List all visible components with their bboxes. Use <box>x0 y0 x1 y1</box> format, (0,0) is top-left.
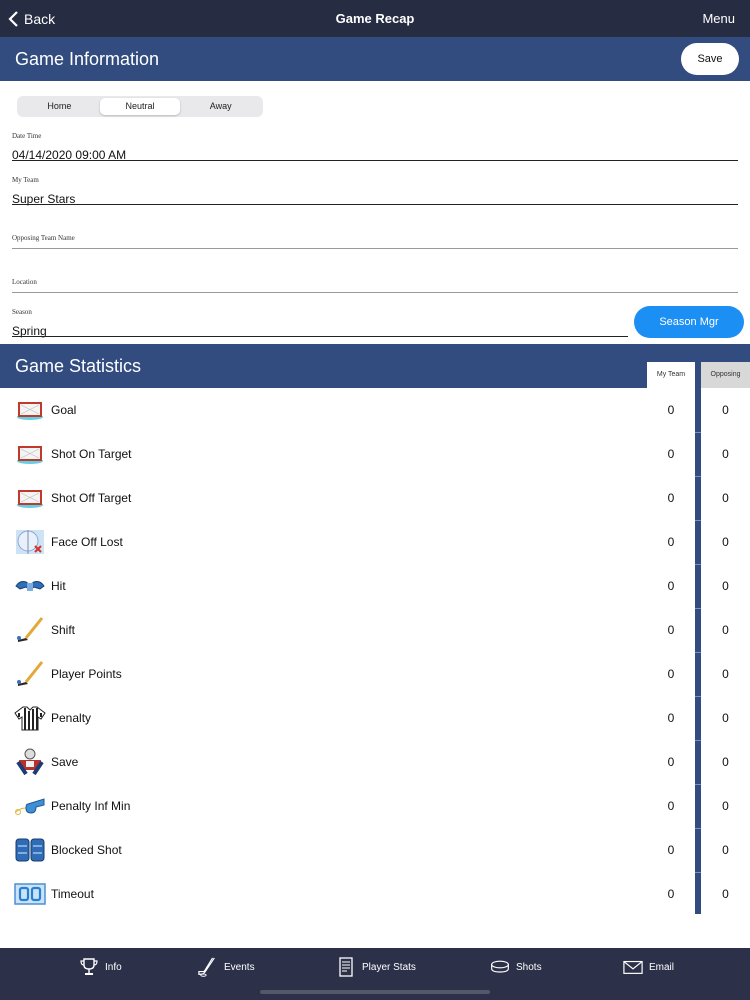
hockey-stick-icon <box>14 616 46 644</box>
stat-label: Shift <box>51 623 76 637</box>
season-label: Season <box>12 308 32 316</box>
stat-row-penalty-inf-min[interactable] <box>0 784 750 828</box>
stat-opposing-value[interactable]: 0 <box>722 799 729 813</box>
stat-row-shot-on-target[interactable] <box>0 432 750 476</box>
page-title: Game Recap <box>335 11 415 26</box>
navigation-bar <box>0 0 750 37</box>
stat-row-player-points[interactable] <box>0 652 750 696</box>
opposing-team-field[interactable] <box>12 234 738 250</box>
stat-opposing-value[interactable]: 0 <box>722 755 729 769</box>
season-field[interactable] <box>12 308 628 338</box>
tab-player-stats[interactable] <box>336 956 416 978</box>
stat-label: Player Points <box>51 667 122 681</box>
stat-row-shift[interactable] <box>0 608 750 652</box>
stat-row-shot-off-target[interactable] <box>0 476 750 520</box>
location-label: Location <box>12 278 37 286</box>
stat-opposing-value[interactable]: 0 <box>722 447 729 461</box>
date-time-value: 04/14/2020 09:00 AM <box>12 148 127 162</box>
envelope-icon <box>623 957 643 977</box>
my-team-label: My Team <box>12 176 39 184</box>
game-statistics-header <box>0 344 750 388</box>
stat-row-timeout[interactable] <box>0 872 750 916</box>
stat-my-team-value[interactable]: 0 <box>667 887 675 901</box>
opposing-column-header: Opposing <box>701 362 750 388</box>
venue-segmented-control <box>17 96 263 117</box>
tab-shots[interactable] <box>490 956 542 978</box>
trophy-icon <box>79 957 99 977</box>
document-icon <box>336 957 356 977</box>
stat-row-blocked-shot[interactable] <box>0 828 750 872</box>
tab-email[interactable] <box>623 956 674 978</box>
venue-neutral-segment[interactable]: Neutral <box>100 98 181 115</box>
tab-info[interactable] <box>79 956 122 978</box>
stat-my-team-value[interactable]: 0 <box>667 667 675 681</box>
shoulder-pads-icon <box>14 572 46 600</box>
stat-my-team-value[interactable]: 0 <box>667 491 675 505</box>
stat-my-team-value[interactable]: 0 <box>667 623 675 637</box>
stat-label: Hit <box>51 579 66 593</box>
stat-row-penalty[interactable] <box>0 696 750 740</box>
my-team-value: Super Stars <box>12 192 76 206</box>
goalie-icon <box>14 748 46 776</box>
back-label: Back <box>24 10 56 27</box>
stat-my-team-value[interactable]: 0 <box>667 799 675 813</box>
stat-opposing-value[interactable]: 0 <box>722 711 729 725</box>
stick-icon <box>198 957 218 977</box>
venue-home-segment[interactable]: Home <box>47 101 72 111</box>
location-underline <box>12 292 738 293</box>
my-team-column-header: My Team <box>647 362 695 388</box>
scoreboard-icon <box>14 880 46 908</box>
season-mgr-button[interactable]: Season Mgr <box>634 306 744 338</box>
stat-my-team-value[interactable]: 0 <box>667 755 675 769</box>
stat-my-team-value[interactable]: 0 <box>667 579 675 593</box>
game-information-title: Game Information <box>15 49 160 69</box>
stat-label: Blocked Shot <box>51 843 122 857</box>
season-value: Spring <box>12 324 47 338</box>
stat-row-goal[interactable] <box>0 388 750 432</box>
stat-my-team-value[interactable]: 0 <box>667 447 675 461</box>
hockey-stick-icon <box>14 660 46 688</box>
my-team-field[interactable] <box>12 176 738 206</box>
puck-icon <box>490 957 510 977</box>
season-underline <box>12 336 628 337</box>
tab-label: Events <box>224 961 255 973</box>
stat-opposing-value[interactable]: 0 <box>722 667 729 681</box>
tab-label: Shots <box>516 961 542 973</box>
leg-pads-icon <box>14 836 46 864</box>
stat-label: Face Off Lost <box>51 535 123 549</box>
stat-my-team-value[interactable]: 0 <box>667 711 675 725</box>
stat-label: Shot Off Target <box>51 491 132 505</box>
game-statistics-title: Game Statistics <box>15 356 142 376</box>
stat-label: Timeout <box>51 887 94 901</box>
goal-net-icon <box>14 396 46 424</box>
stat-my-team-value[interactable]: 0 <box>667 535 675 549</box>
stat-opposing-value[interactable]: 0 <box>722 579 729 593</box>
stat-my-team-value[interactable]: 0 <box>667 403 675 417</box>
stat-opposing-value[interactable]: 0 <box>722 535 729 549</box>
stat-row-save[interactable] <box>0 740 750 784</box>
stat-row-face-off-lost[interactable] <box>0 520 750 564</box>
date-time-underline <box>12 160 738 161</box>
faceoff-circle-icon <box>14 528 46 556</box>
stat-label: Penalty <box>51 711 92 725</box>
save-button[interactable]: Save <box>681 43 739 75</box>
opposing-team-underline <box>12 248 738 249</box>
stat-label: Save <box>51 755 79 769</box>
stat-opposing-value[interactable]: 0 <box>722 403 729 417</box>
date-time-label: Date Time <box>12 132 42 140</box>
tab-events[interactable] <box>198 956 255 978</box>
stat-label: Penalty Inf Min <box>51 799 131 813</box>
location-field[interactable] <box>12 278 738 294</box>
goal-net-icon <box>14 484 46 512</box>
tab-label: Player Stats <box>362 961 416 973</box>
goal-net-icon <box>14 440 46 468</box>
referee-jersey-icon <box>14 704 46 732</box>
stat-row-hit[interactable] <box>0 564 750 608</box>
venue-away-segment[interactable]: Away <box>209 101 232 111</box>
stat-opposing-value[interactable]: 0 <box>722 887 729 901</box>
menu-button[interactable]: Menu <box>702 11 735 26</box>
stat-opposing-value[interactable]: 0 <box>722 491 729 505</box>
opposing-team-label: Opposing Team Name <box>12 234 75 242</box>
my-team-underline <box>12 204 738 205</box>
game-information-header <box>0 37 750 81</box>
stat-my-team-value[interactable]: 0 <box>667 843 675 857</box>
home-indicator <box>260 990 490 994</box>
tab-label: Email <box>649 961 675 973</box>
stat-label: Shot On Target <box>51 447 132 461</box>
stat-opposing-value[interactable]: 0 <box>722 843 729 857</box>
date-time-field[interactable] <box>12 132 738 162</box>
tab-label: Info <box>105 961 122 973</box>
stat-opposing-value[interactable]: 0 <box>722 623 729 637</box>
stat-label: Goal <box>51 403 77 417</box>
whistle-icon <box>14 792 46 820</box>
